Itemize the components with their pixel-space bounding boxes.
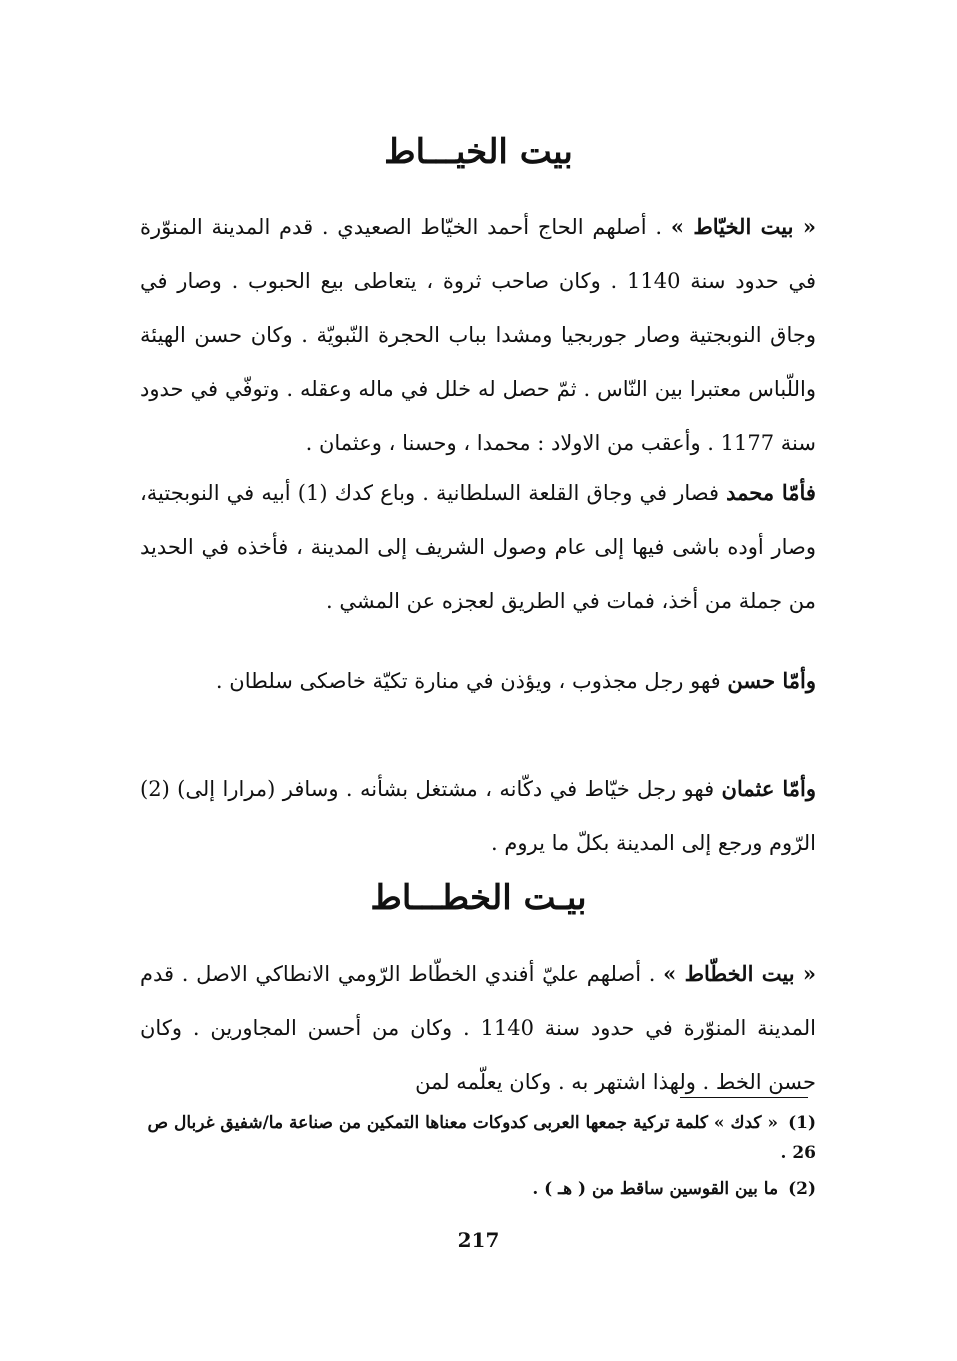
- paragraph-text: . أصلهم الحاج أحمد الخيّاط الصعيدي . قدم المدينة المنوّرة في حدود سنة 1140 . وكان صاحب ثروة ، يتعاطى بيع الحبوب . وصار في وجاق النوبجتية وصار جوربجيا ومشدا بباب الحجرة النّبويّة . وكان حسن الهيئة واللّباس معتبرا بين النّاس . ثمّ حصل له خلل في ماله وعقله . وتوفّي في حدود سنة 1177 . وأعقب من الاولاد : محمدا ، وحسنا ، وعثمان .: [140, 215, 816, 455]
- paragraph-lead: وأمّا حسن: [727, 668, 816, 693]
- footnote-text: « كدك » كلمة تركية جمعها العربى كدوكات معناها التمكين من صناعة ما/شفيق غربال ص 26 .: [147, 1113, 816, 1163]
- paragraph-text: فصار في وجاق القلعة السلطانية . وباع كدك (1) أبيه في النوبجتية، وصار أوده باشى فيها إلى عام وصول الشريف إلى المدينة ، فأخذه في الحديد من جملة من أخذ، فمات في الطريق لعجزه عن المشي .: [140, 481, 816, 613]
- footnote-2: [140, 1174, 816, 1204]
- paragraph-lead: « بيت الخيّاط »: [670, 214, 816, 239]
- paragraph-intro-tailor: [140, 200, 816, 470]
- paragraph-lead: « بيت الخطّاط »: [663, 961, 816, 986]
- paragraph-text: فهو رجل خيّاط في دكّانه ، مشتغل بشأنه . وسافر (مرارا إلى) (2) الرّوم ورجع إلى المدينة بكلّ ما يروم .: [140, 777, 816, 855]
- paragraph-muhammad: [140, 466, 816, 628]
- paragraph-uthman: [140, 762, 816, 870]
- paragraph-intro-calligrapher: [140, 947, 816, 1109]
- paragraph-text: فهو رجل مجذوب ، ويؤذن في منارة تكيّة خاصكى سلطان .: [215, 669, 728, 693]
- paragraph-lead: وأمّا عثمان: [721, 776, 817, 801]
- paragraph-lead: فأمّا محمد: [726, 480, 816, 505]
- page-number: 217: [457, 1228, 500, 1252]
- footnote-number: (1): [788, 1113, 816, 1133]
- footnote-divider: [680, 1097, 808, 1098]
- paragraph-hasan: [140, 654, 816, 708]
- footnote-text: ما بين القوسين ساقط من ( هـ ) .: [532, 1179, 779, 1199]
- footnote-1: [140, 1108, 816, 1168]
- footnote-number: (2): [788, 1179, 816, 1199]
- paragraph-text: . أصلهم عليّ أفندي الخطّاط الرّومي الانطاكي الاصل . قدم المدينة المنوّرة في حدود سنة 1140 . وكان من أحسن المجاورين . وكان حسن الخط . ولهذا اشتهر به . وكان يعلّمه لمن: [140, 962, 816, 1094]
- section-title-calligrapher-house: بيـت الخطـــاط: [370, 878, 587, 918]
- section-title-tailor-house: بيت الخيـــاط: [384, 132, 573, 172]
